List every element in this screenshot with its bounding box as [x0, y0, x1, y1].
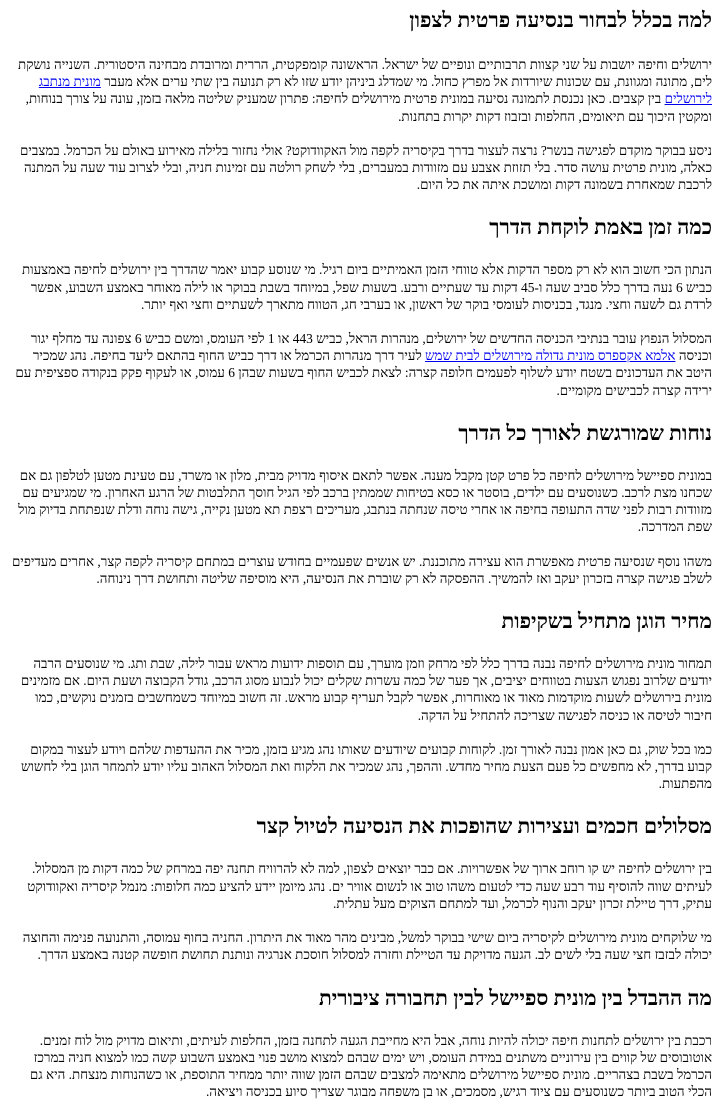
link-alma-express-beit-shemesh[interactable]: אלמא אקספרס מונית גדולה מירושלים לבית שמש — [425, 348, 675, 363]
smart-routes-paragraph-2: מי שלוקחים מונית מירושלים לקיסריה ביום שישי בבוקר למשל, מבינים מהר מאוד את היתרון. החניה בחוף עמוסה, והתנועה פנימה והחוצה יכולה לבזבז חצי שעה בלי לשים לב. הגעה מדויקת עד הטיילת וחזרה למסלול חוסכת אנרגיה ונותנת תחושת חופשה קטנה באמצע הדרך. — [8, 929, 712, 963]
travel-time-p2-text-after: לעיר דרך מנהרות הכרמל או דרך כביש החוף בהתאם ליעד בחיפה. נהג שמכיר היטב את העדכונים בשטח יודע לשלוף לפעמים חלופה קצרה: לצאת לכביש החוף בשעות שבהן 6 עמוס, או לעקוף פקק בנקודה ספציפית עם ירידה קצרה לכבישים מקומיים. — [15, 348, 712, 397]
travel-time-paragraph-1: הנתון הכי חשוב הוא לא רק מספר הדקות אלא טווחי הזמן האמיתיים ביום רגיל. מי שנוסע קבוע יאמר שהדרך בין ירושלים לחיפה באמצעות כביש 6 נעה בדרך כלל סביב שעה ו-45 דקות עד שעתיים ורבע. בשעות שפל, במיוחד בשבת בבוקר או לילה מאוחר באמצע השבוע, אפשר לרדת גם לשעה וחצי. מנגד, בכניסות לעומסי בוקר של ראשון, או בערבי חג, הטווח מתארך לשעתיים וחצי ואף יותר. — [8, 261, 712, 313]
link-taxi-ben-gurion-jerusalem[interactable]: מונית מנתבג לירושלים — [39, 74, 712, 106]
travel-time-paragraph-2 — [8, 330, 712, 399]
taxi-vs-public-transport-paragraph-1: רכבת בין ירושלים לתחנות חיפה יכולה להיות נוחה, אבל היא מחייבת הגעה לתחנה בזמן, החלפות לעיתים, ותיאום מדויק מול לוח זמנים. אוטובוסים של קווים בין עירוניים משתנים במידת העומס, ויש ימים שבהם למצוא מושב פנוי באמצע השבוע קשה כמו למצוא חניה במרכז הכרמל בשבת בצהריים. מונית ספיישל מירושלים מתאימה למצבים שבהם הזמן שווה יותר ממחיר התוספת, או כשהנוחות מנצחת. היא גם הכלי הטוב ביותר כשנוסעים עם ציוד רגיש, מסמכים, או בן משפחה מבוגר שצריך סיוע בכניסה ויציאה. — [8, 1032, 712, 1100]
comfort-paragraph-1: במונית ספיישל מירושלים לחיפה כל פרט קטן מקבל מענה. אפשר לתאם איסוף מדויק מבית, מלון או משרד, עם טעינת מטען לטלפון גם אם שכחנו מצת לרכב. כשנוסעים עם ילדים, בוסטר או כסא בטיחות שממתין ברכב לפי הגיל חוסך התלבטות של הרגע האחרון. מי שמגיעים עם מזוודות רבות לפני שדה התעופה בחיפה או אחרי טיסה שנחתה בנתבג, מעריכים רצפת תא מטען נקייה, גישה נוחה ודלת שנפתחת בדיוק מול שפת המדרכה. — [8, 467, 712, 536]
section-heading-fair-price: מחיר הוגן מתחיל בשקיפות — [8, 609, 712, 633]
intro-paragraph-1 — [8, 56, 712, 125]
smart-routes-paragraph-1: בין ירושלים לחיפה יש קו רוחב ארוך של אפשרויות. אם כבר יוצאים לצפון, למה לא להרוויח תחנה יפה במרחק של כמה דקות מן המסלול. לעיתים שווה להוסיף עוד רבע שעה כדי לטעום משהו טוב או לנשום אוויר ים. נהג מיומן יידע להציע כמה חלופות: מנמל קיסריה ואקוודוקט עתיק, דרך טיילת זכרון יעקב והנוף לכרמל, ועד למתחם הצוקים מעל עתלית. — [8, 860, 712, 912]
section-heading-smart-routes: מסלולים חכמים ועצירות שהופכות את הנסיעה לטיול קצר — [8, 814, 712, 838]
section-heading-taxi-vs-public-transport: מה ההבדל בין מונית ספיישל לבין תחבורה ציבורית — [8, 986, 712, 1010]
intro-p1-text-after: בין קצבים. כאן נכנסת לתמונה נסיעה במונית פרטית מירושלים לחיפה: פתרון שמעניק שליטה מלאה בזמן, עונה על צורך בנוחות, ומקטין היכוך עם תיאומים, החלפות ובזבוז דקות יקרות בתחנות. — [26, 91, 712, 123]
section-heading-comfort: נוחות שמורגשת לאורך כל הדרך — [8, 421, 712, 445]
comfort-paragraph-2: משהו נוסף שנסיעה פרטית מאפשרת הוא עצירה מתוכננת. יש אנשים שפעמיים בחודש עוצרים במתחם קיסריה לקפה קצר, אחרים מעדיפים לשלב פגישה קצרה בזכרון יעקב ואז להמשיך. ההפסקה לא רק שוברת את הנסיעה, היא מוסיפה שליטה ותחושת דרך נינוחה. — [8, 553, 712, 587]
travel-time-p2-text-before: המסלול הנפוץ עובר בנתיבי הכניסה החדשים של ירושלים, מנהרות הראל, כביש 443 או 1 לפי העומס, ומשם כביש 6 צפונה עד מחלף יגור וכניסה — [31, 331, 712, 363]
fair-price-paragraph-1: תמחור מונית מירושלים לחיפה נבנה בדרך כלל לפי מרחק וזמן מוערך, עם תוספות ידועות מראש עבור לילה, שבת ותג. מי שנוסעים הרבה יודעים שלרוב נפגוש הצעות בטווחים יציבים, אך פער של כמה עשרות שקלים יכול לנבוע מסוג הרכב, גודל הקבוצה ושעת היום. אם מזמינים מונית בירושלים לשעות מוקדמות מאוד או מאוחרות, אפשר לקבל תעריף קבוע מראש. זה חשוב במיוחד כשמחשבים בזמנים נוקשים, כמו חיבור לטיסה או כניסה לפגישה שצריכה להתחיל על הדקה. — [8, 655, 712, 724]
article-title: למה בכלל לבחור בנסיעה פרטית לצפון — [8, 0, 712, 32]
intro-paragraph-2: ניסע בבוקר מוקדם לפגישה בנשר? נרצה לעצור בדרך בקיסריה לקפה מול האקוודוקט? אולי נחזור בלילה מאירוע באולם על הכרמל. במצבים כאלה, מונית פרטית עושה סדר. בלי תזוזת אצבע עם מזוודות במעברים, בלי לשחק רולטה עם זמינות חניה, ובלי לצרוב עוד שעה על המתנה לרכבת שמאחרת בשמונה דקות ומושכת איתה את כל היום. — [8, 142, 712, 194]
fair-price-paragraph-2: כמו בכל שוק, גם כאן אמון נבנה לאורך זמן. לקוחות קבועים שיודעים שאותו נהג מגיע בזמן, מכיר את ההעדפות שלהם ויודע לעצור במקום קבוע בדרך, לא מחפשים כל פעם הצעת מחיר מחדש. וההפך, נהג שמכיר את הלקוח ואת המסלול האהוב עליו יודע לתמחר הוגן בלי לחשוש מהפתעות. — [8, 741, 712, 793]
section-heading-travel-time: כמה זמן באמת לוקחת הדרך — [8, 215, 712, 239]
intro-p1-text-before: ירושלים וחיפה יושבות על שני קצוות תרבותיים ונופיים של ישראל. הראשונה קומפקטית, הררית ומרובדת מבחינה היסטורית. השנייה נושקת לים, מתונה ומגוונת, עם שכונות שיורדות אל מפרץ כחול. מי שמדלג ביניהן יודע שזו לא רק תנועה בין שתי ערים אלא מעבר — [18, 57, 712, 89]
